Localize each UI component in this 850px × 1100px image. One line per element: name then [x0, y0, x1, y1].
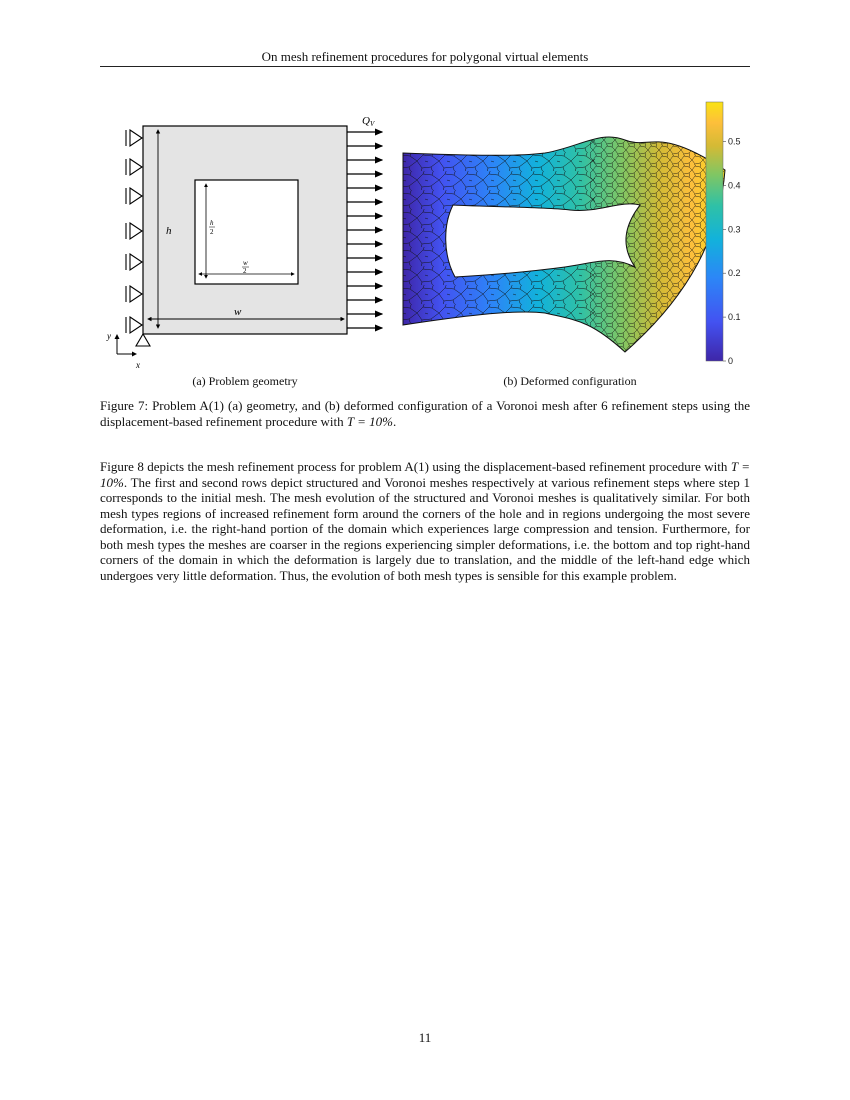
deformed-mesh: [395, 125, 740, 365]
colorbar: [706, 102, 723, 361]
colorbar-tick-label: 0.5: [728, 136, 741, 147]
subcaption-b: (b) Deformed configuration: [503, 374, 637, 388]
colorbar-ticks: [723, 137, 741, 366]
body-paragraph: Figure 8 depicts the mesh refinement process for problem A(1) using the displacement-based refinement procedure with T = 10%. The first and second rows depict structured and Voronoi meshes respectively at various refinement steps where step 1 corresponds to the initial mesh. The mesh evolution of the structured and Voronoi meshes is qualitatively similar. For both mesh types regions of increased refinement form around the corners of the hole and in regions undergoing the most severe deformation, i.e. the right-hand portion of the domain which experiences large compression and tension. Furthermore, for both mesh types the meshes are coarser in the regions experiencing simpler deformations, i.e. the bottom and top right-hand corners of the domain in which the deformation is largely due to translation, and the middle of the left-hand edge which undergoes very little deformation. Thus, the evolution of both mesh types is sensible for this example problem.: [100, 459, 750, 583]
problem-geometry-figure: [100, 110, 390, 372]
colorbar-tick-label: 0: [728, 356, 734, 366]
axis-y-label: y: [107, 331, 111, 341]
caption-math: T = 10%: [346, 413, 394, 429]
width-label: w: [234, 306, 242, 318]
load-label: QV: [362, 115, 375, 128]
colorbar-tick-label: 0.4: [728, 180, 741, 191]
deformed-configuration-figure: [395, 95, 755, 370]
axis-x-label: x: [136, 360, 140, 370]
running-header: On mesh refinement procedures for polygonal virtual elements: [261, 49, 589, 64]
body-math: T = 10%: [100, 459, 750, 490]
colorbar-tick-label: 0.2: [728, 268, 741, 279]
colorbar-tick-label: 0.1: [728, 312, 741, 323]
roller-supports: [126, 130, 142, 333]
svg-text:2: 2: [243, 267, 247, 275]
colorbar-tick-label: 0.3: [728, 224, 741, 235]
header-rule: [100, 66, 750, 67]
load-arrows: [347, 132, 382, 328]
svg-text:h: h: [210, 219, 214, 227]
subcaption-a: (a) Problem geometry: [192, 374, 298, 388]
height-label: h: [166, 225, 172, 237]
svg-text:2: 2: [210, 228, 214, 236]
figure-caption: Figure 7: Problem A(1) (a) geometry, and (b) deformed configuration of a Voronoi mesh after 6 refinement steps using the displacement-based refinement procedure with T = 10%.: [100, 398, 750, 429]
pin-support: [136, 334, 150, 346]
page-number: 11: [418, 1030, 432, 1045]
svg-text:w: w: [243, 259, 248, 267]
